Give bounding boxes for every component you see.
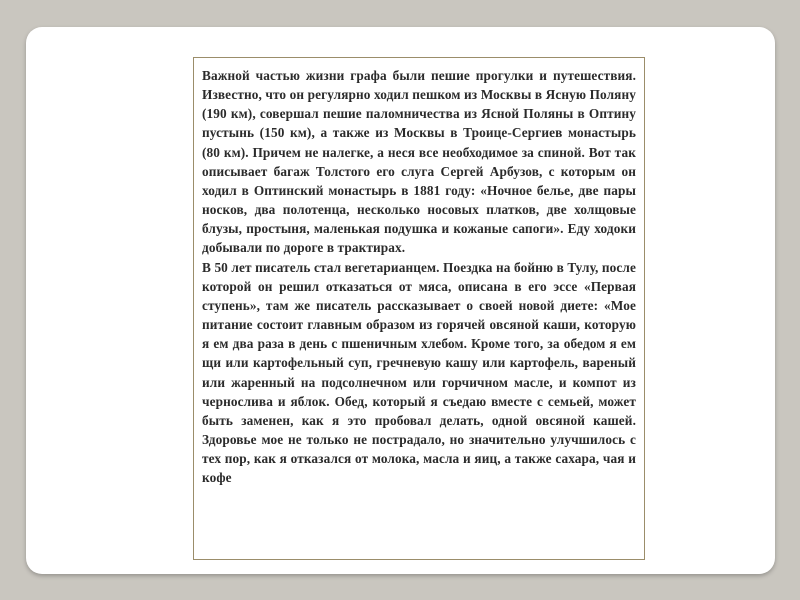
paragraph-walks: Важной частью жизни графа были пешие прогулки и путешествия. Известно, что он регулярно ходил пешком из Москвы в Ясную Поляну (190 км), совершал пешие паломничества из Ясной Поляны в Оптину пустынь (150 км), а также из Москвы в Троице-Сергиев монастырь (80 км). Причем не налегке, а неся все необходимое за спиной. Вот так описывает багаж Толстого его слуга Сергей Арбузов, с которым он ходил в Оптинский монастырь в 1881 году: «Ночное белье, две пары носков, два полотенца, несколько носовых платков, две холщовые блузы, простыня, маленькая подушка и кожаные сапоги». Еду ходоки добывали по дороге в трактирах.: [202, 68, 636, 256]
slide: [26, 27, 775, 574]
text-box: [193, 57, 645, 560]
paragraph-vegetarian: В 50 лет писатель стал вегетарианцем. Поездка на бойню в Тулу, после которой он решил отказаться от мяса, описана в его эссе «Первая ступень», там же писатель рассказывает о своей новой диете: «Мое питание состоит главным образом из горячей овсяной каши, которую я ем два раза в день с пшеничным хлебом. Кроме того, за обедом я ем щи или картофельный суп, гречневую кашу или картофель, вареный или жаренный на подсолнечном или горчичном масле, и компот из чернослива и яблок. Обед, который я съедаю вместе с семьей, может быть заменен, как я это пробовал делать, одной овсяной кашей. Здоровье мое не только не пострадало, но значительно улучшилось с тех пор, как я отказался от молока, масла и яиц, а также сахара, чая и кофе: [202, 259, 636, 486]
